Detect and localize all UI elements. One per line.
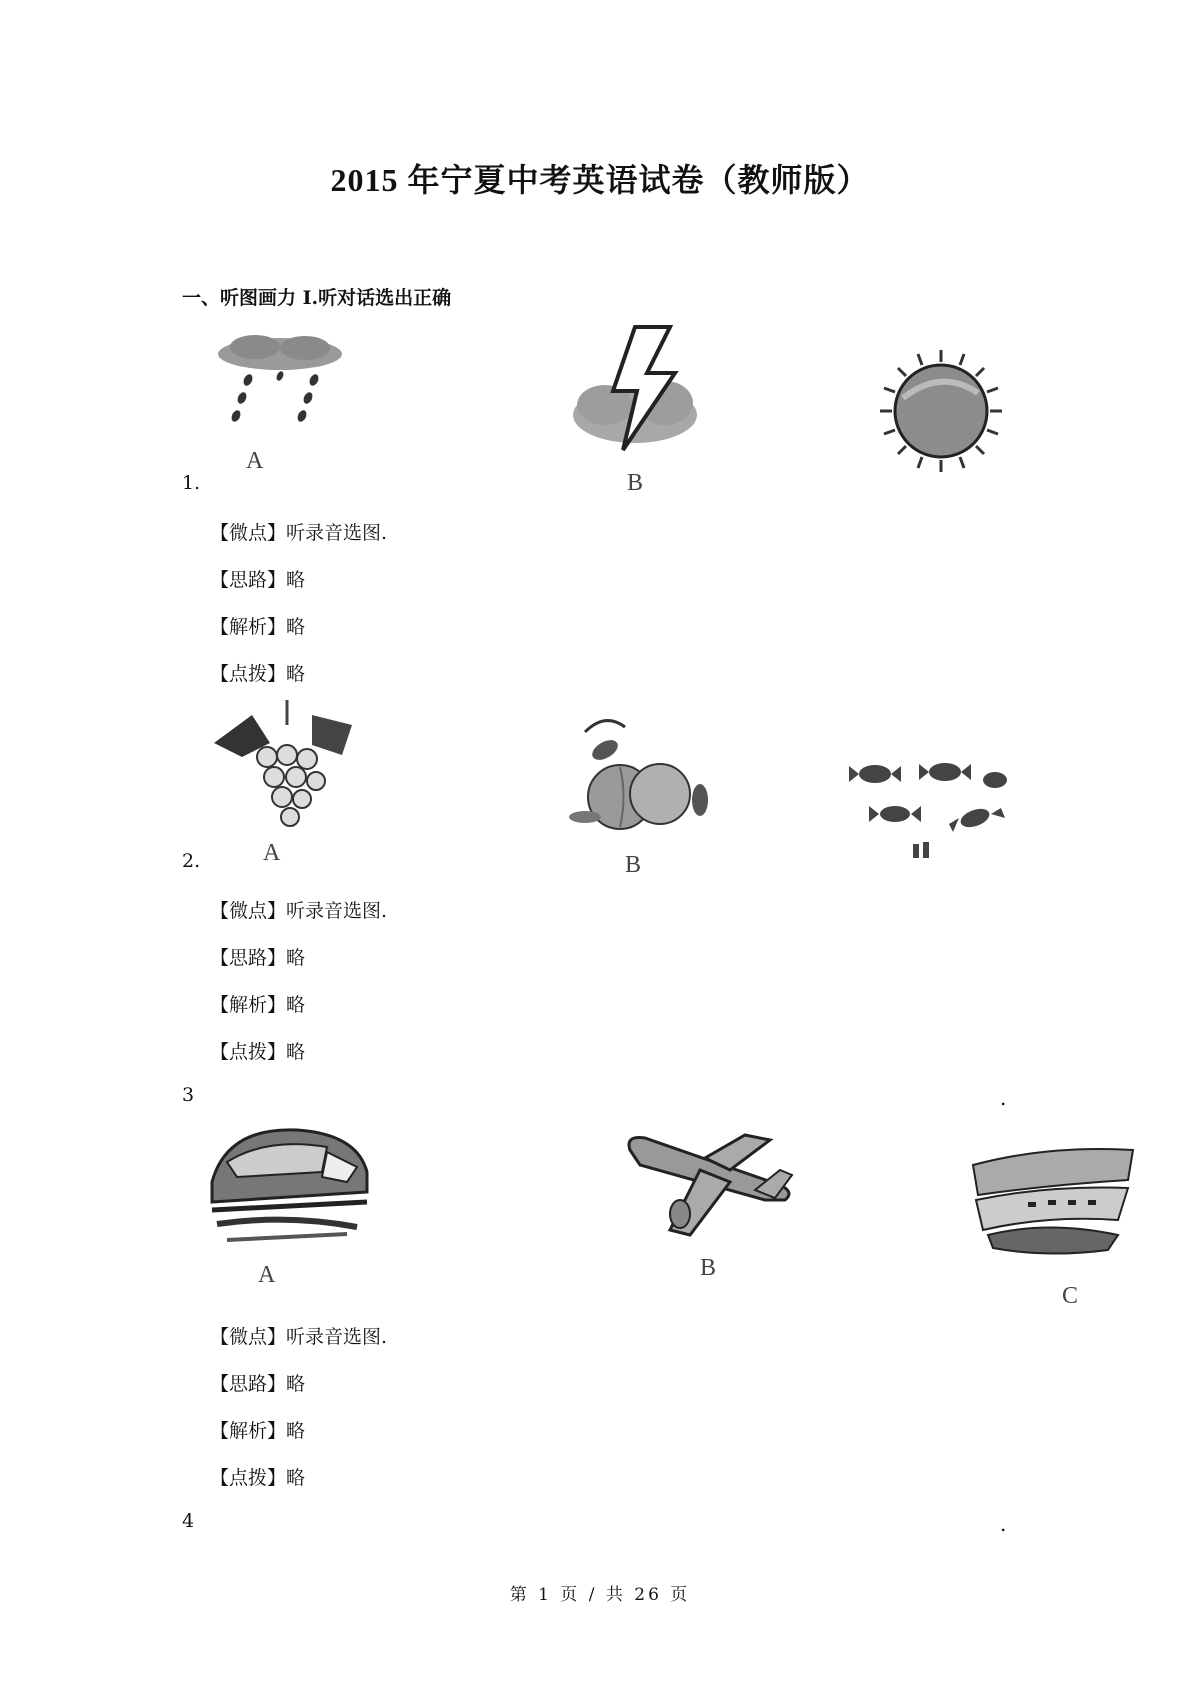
grapes-icon (212, 695, 362, 845)
trailing-dot: . (1000, 1086, 1007, 1110)
page-footer: 第 1 页 / 共 26 页 (509, 1585, 691, 1605)
note-jiexi: 【解析】略 (210, 616, 306, 638)
page-title: 2015 年宁夏中考英语试卷（教师版） (330, 162, 870, 198)
option-label: A (263, 840, 281, 866)
rain-cloud-icon (210, 332, 350, 442)
note-silu: 【思路】略 (210, 1373, 306, 1395)
note-dianbo: 【点拨】略 (210, 1041, 306, 1063)
note-weidian: 【微点】听录音选图. (210, 522, 388, 544)
question-number: 2. (182, 850, 201, 872)
option-label: A (258, 1262, 276, 1288)
option-label: B (700, 1255, 717, 1281)
note-weidian: 【微点】听录音选图. (210, 900, 388, 922)
note-jiexi: 【解析】略 (210, 994, 306, 1016)
note-dianbo: 【点拨】略 (210, 1467, 306, 1489)
thunderstorm-icon (565, 325, 705, 455)
note-dianbo: 【点拨】略 (210, 663, 306, 685)
note-silu: 【思路】略 (210, 947, 306, 969)
option-label: C (1062, 1283, 1079, 1309)
airplane-icon (620, 1130, 800, 1240)
section-heading: 一、听图画力 I.听对话选出正确 (182, 287, 452, 309)
question-number: 3 (182, 1084, 195, 1106)
ship-icon (968, 1140, 1138, 1260)
question-number: 1. (182, 472, 201, 494)
note-jiexi: 【解析】略 (210, 1420, 306, 1442)
note-silu: 【思路】略 (210, 569, 306, 591)
sun-icon (878, 348, 1004, 474)
option-label: B (627, 470, 644, 496)
option-label: B (625, 852, 642, 878)
note-weidian: 【微点】听录音选图. (210, 1326, 388, 1348)
train-icon (207, 1122, 372, 1242)
candies-icon (845, 752, 1015, 862)
trailing-dot: . (1000, 1512, 1007, 1536)
option-label: A (246, 448, 264, 474)
question-number: 4 (182, 1510, 195, 1532)
peaches-icon (565, 712, 715, 832)
